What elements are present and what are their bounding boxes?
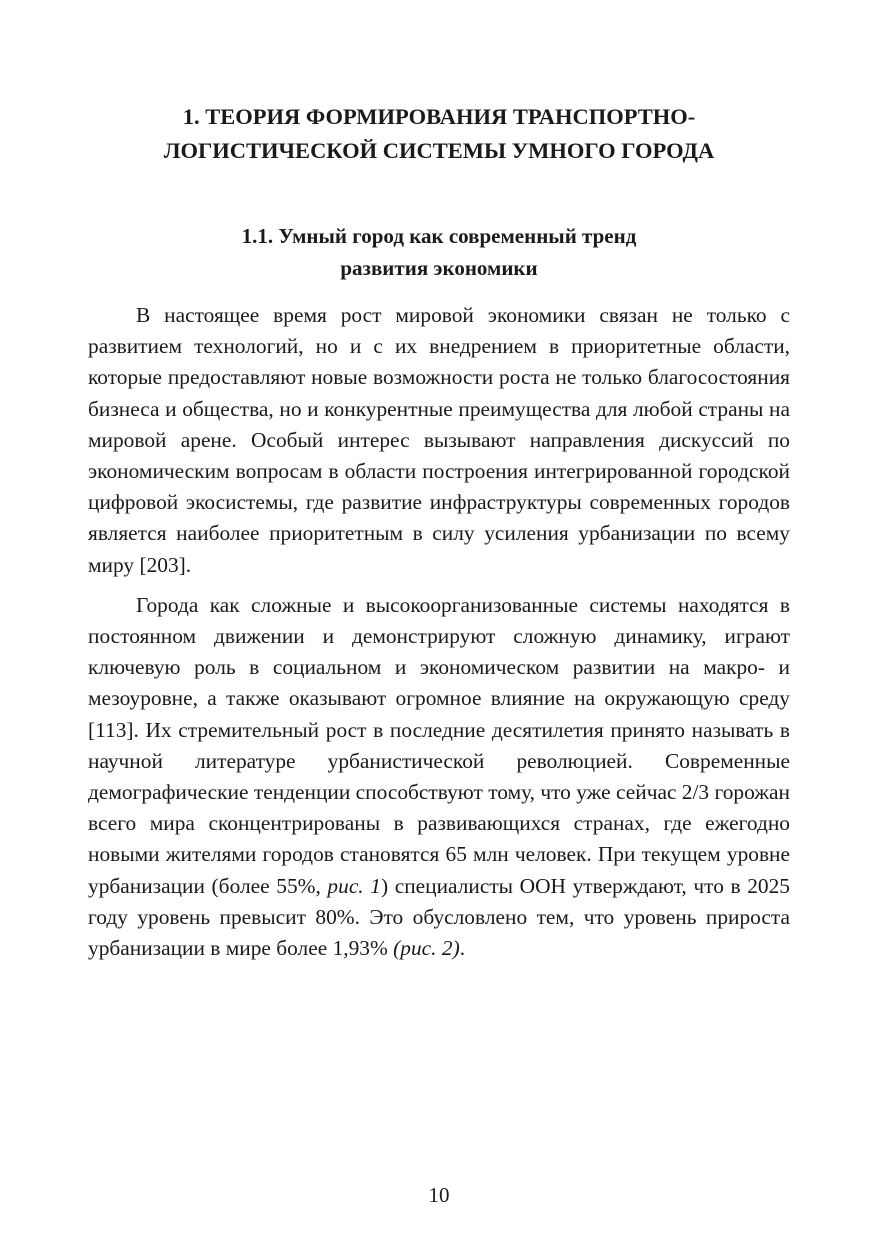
figure-reference-2: (рис. 2) bbox=[393, 936, 460, 961]
figure-reference-1: рис. 1 bbox=[327, 873, 381, 898]
section-title-line-2: развития экономики bbox=[340, 256, 538, 280]
paragraph-2 bbox=[88, 590, 790, 964]
body-text bbox=[88, 300, 790, 964]
section-title bbox=[88, 220, 790, 284]
chapter-title-line-1: 1. ТЕОРИЯ ФОРМИРОВАНИЯ ТРАНСПОРТНО- bbox=[182, 104, 696, 129]
paragraph-2-text-c: . bbox=[459, 936, 466, 961]
document-page bbox=[88, 0, 790, 1240]
paragraph-1: В настоящее время рост мировой экономики связан не только с развитием технологий, но и с их внедрением в приоритетные области, которые предоставляют новые возможности роста не только благосостояния бизнеса и общества, но и конкурентные преимущества для любой страны на мировой арене. Особый интерес вызывают направления дискуссий по экономическим вопросам в области построения интегрированной городской цифровой экосистемы, где развитие инфраструктуры современных городов является наиболее приоритетным в силу усиления урбанизации по всему миру [203]. bbox=[88, 303, 790, 577]
chapter-title-line-2: ЛОГИСТИЧЕСКОЙ СИСТЕМЫ УМНОГО ГОРОДА bbox=[163, 138, 715, 163]
chapter-title bbox=[88, 100, 790, 168]
page-number: 10 bbox=[428, 1183, 450, 1207]
section-title-line-1: 1.1. Умный город как современный тренд bbox=[241, 224, 637, 248]
paragraph-2-text-a: Города как сложные и высокоорганизованные системы находятся в постоянном движении и демонстрируют сложную динамику, играют ключевую роль в социальном и экономическом развитии на макро- и мезоуровне, а также оказывают огромное влияние на окружающую среду [113]. Их стремительный рост в последние десятилетия принято называть в научной литературе урбанистической революцией. Современные демографические тенденции способствуют тому, что уже сейчас 2/3 горожан всего мира сконцентрированы в развивающихся странах, где ежегодно новыми жителями городов становятся 65 млн человек. При текущем уровне урбанизации (более 55%, bbox=[88, 592, 790, 898]
paragraph-2-text-b: ) специалисты ООН утверждают, что в 2025 году уровень превысит 80%. Это обусловлено тем, что уровень прироста урбанизации в мире более 1,93% bbox=[88, 873, 790, 961]
